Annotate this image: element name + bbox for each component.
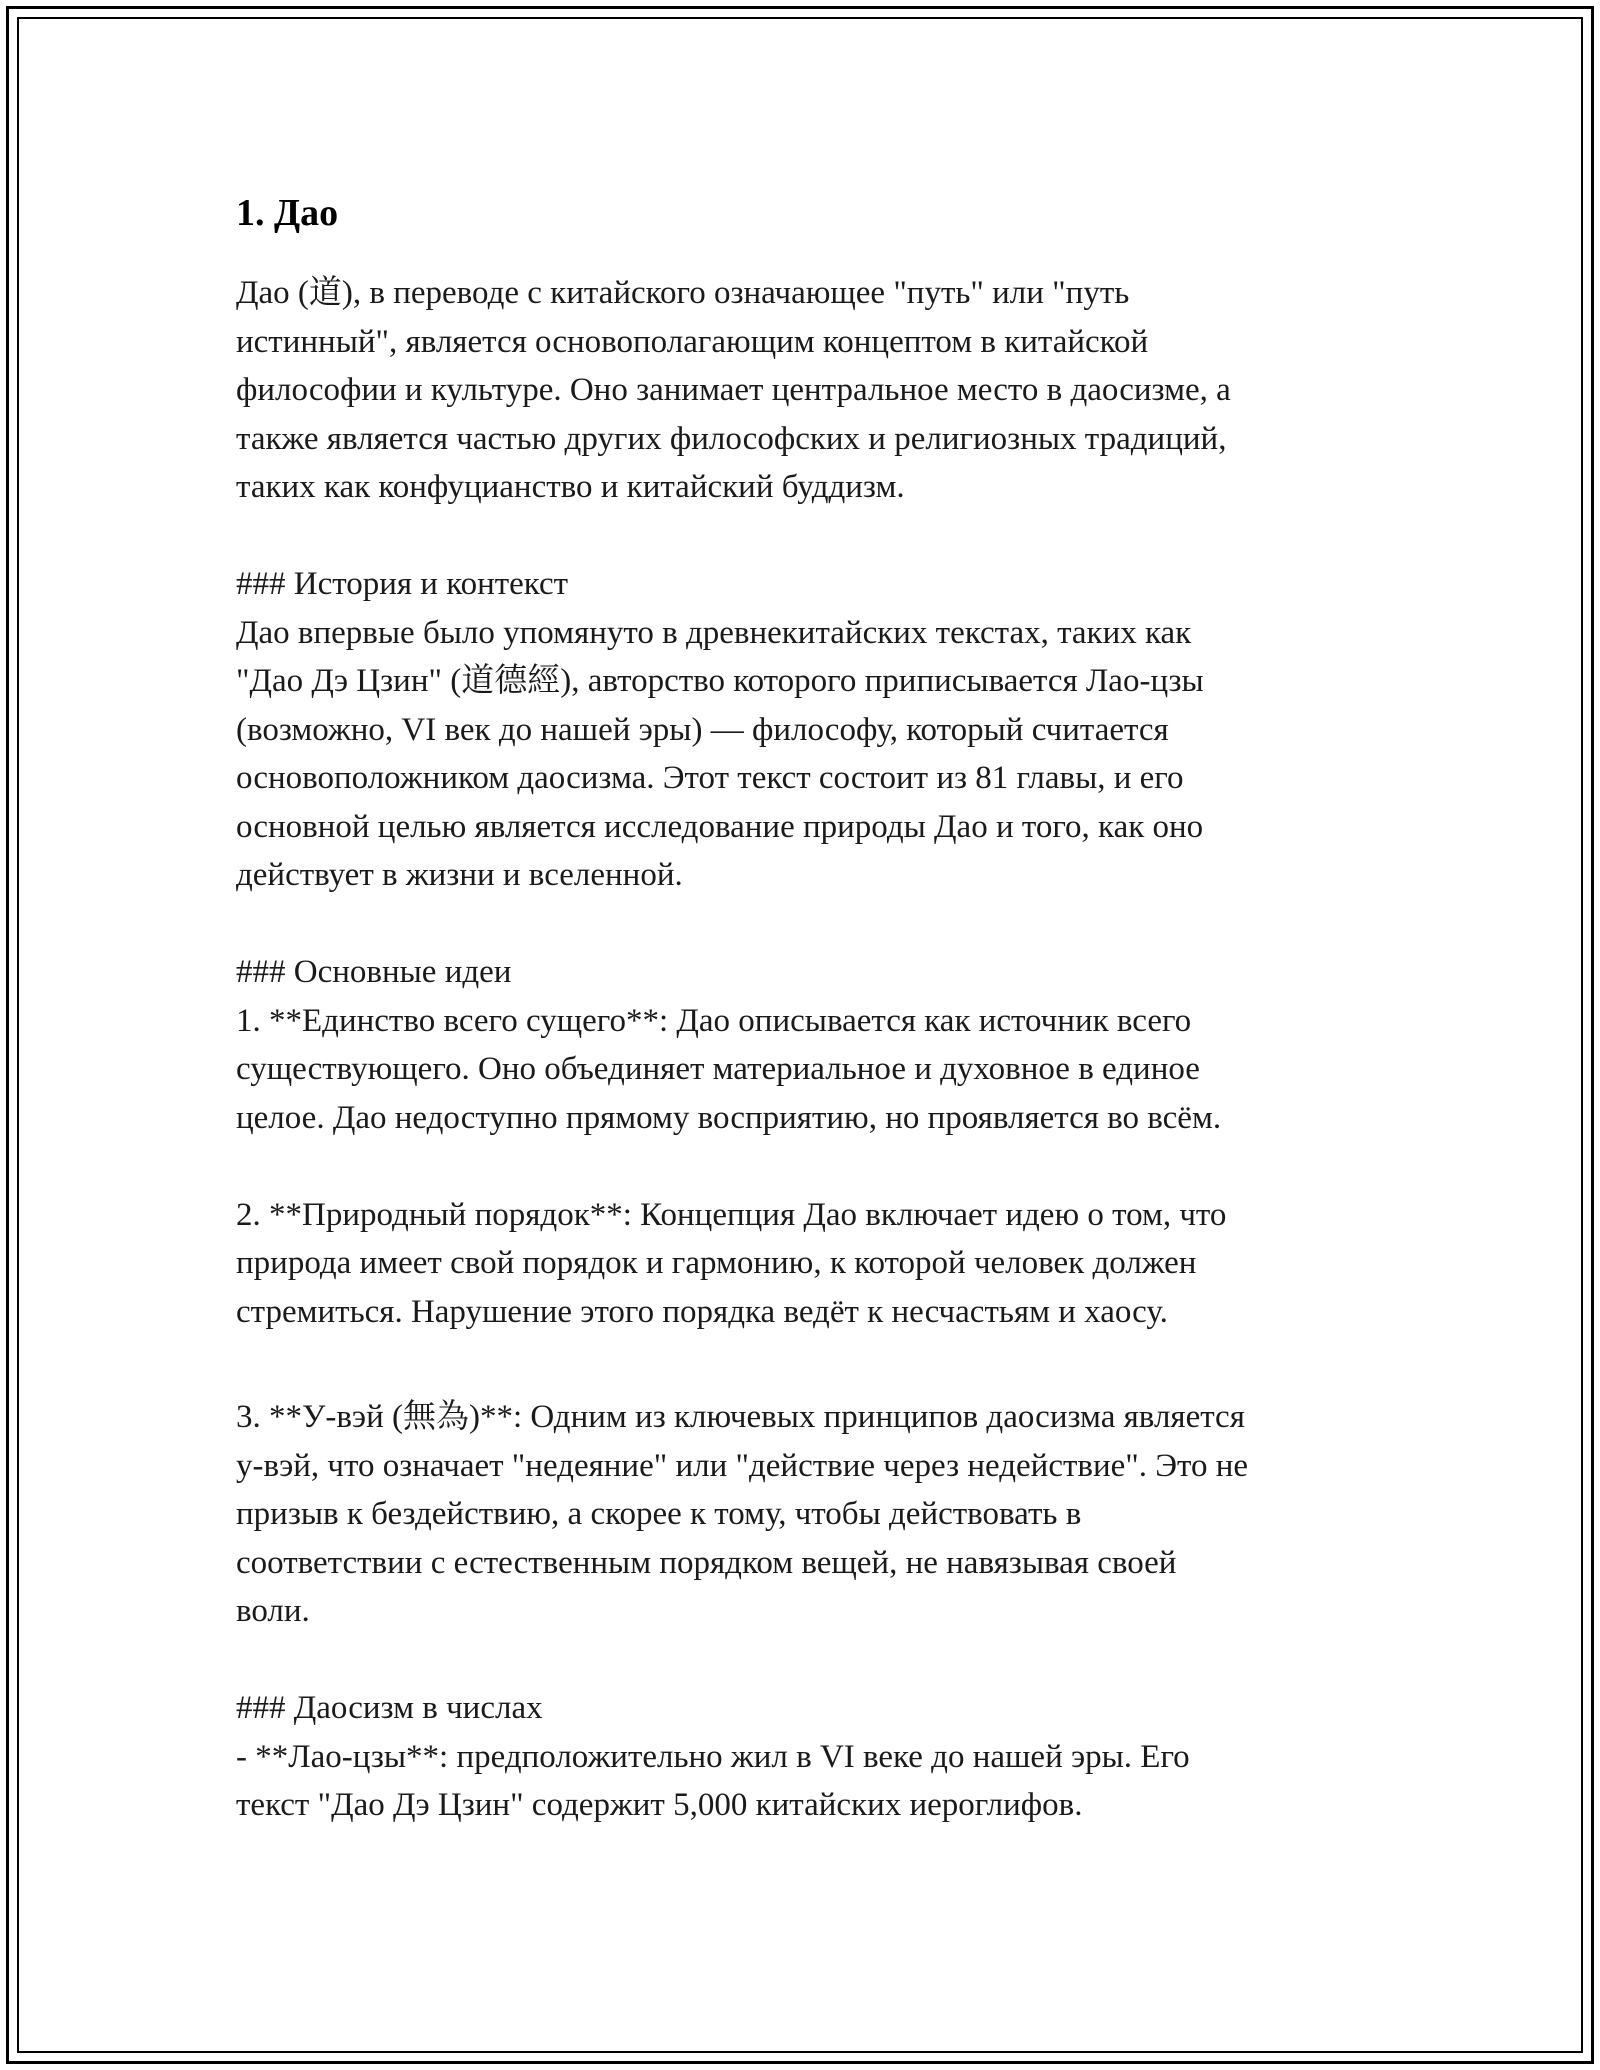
spacer [236,512,1386,561]
intro-paragraph: Дао (道), в переводе с китайского означающее "путь" или "путь истинный", является основополагающим концептом в китайской философии и культуре. Оно занимает центральное место в даосизме, а также является частью других философских и религиозных традиций, таких как конфуцианство и китайский буддизм. [236,275,1231,505]
main-idea-item-1: 1. **Единство всего сущего**: Дао описывается как источник всего существующего. Оно объединяет материальное и духовное в единое целое. Дао недоступно прямому восприятию, но проявляется во всём. [236,1002,1222,1136]
spacer [236,1142,1386,1191]
spacer [236,1336,1386,1393]
section-body-history: Дао впервые было упомянуто в древнекитайских текстах, таких как "Дао Дэ Цзин" (道德經), авторство которого приписывается Лао-цзы (возможно, VI век до нашей эры) — философу, который считается основоположником даосизма. Этот текст состоит из 81 главы, и его основной целью является исследование природы Дао и того, как оно действует в жизни и вселенной. [236,614,1204,893]
main-idea-item-2: 2. **Природный порядок**: Концепция Дао включает идею о том, что природа имеет свой порядок и гармонию, к которой человек должен стремиться. Нарушение этого порядка ведёт к несчастьям и хаосу. [236,1196,1227,1330]
main-idea-item-3: 3. **У-вэй (無為)**: Одним из ключевых принципов даосизма является у-вэй, что означает "недеяние" или "действие через недействие". Это не призыв к бездействию, а скорее к тому, чтобы действовать в соответствии с естественным порядком вещей, не навязывая своей воли. [236,1399,1249,1629]
section-heading-main-ideas: ### Основные идеи [236,954,512,990]
section-heading-numbers: ### Даосизм в числах [236,1690,543,1726]
document-body [236,188,1386,1830]
section-body-numbers: - **Лао-цзы**: предположительно жил в VI веке до нашей эры. Его текст "Дао Дэ Цзин" содержит 5,000 китайских иероглифов. [236,1738,1190,1823]
document-title: 1. Дао [236,192,339,234]
spacer [236,900,1386,949]
spacer [236,1636,1386,1685]
section-heading-history: ### История и контекст [236,566,569,602]
